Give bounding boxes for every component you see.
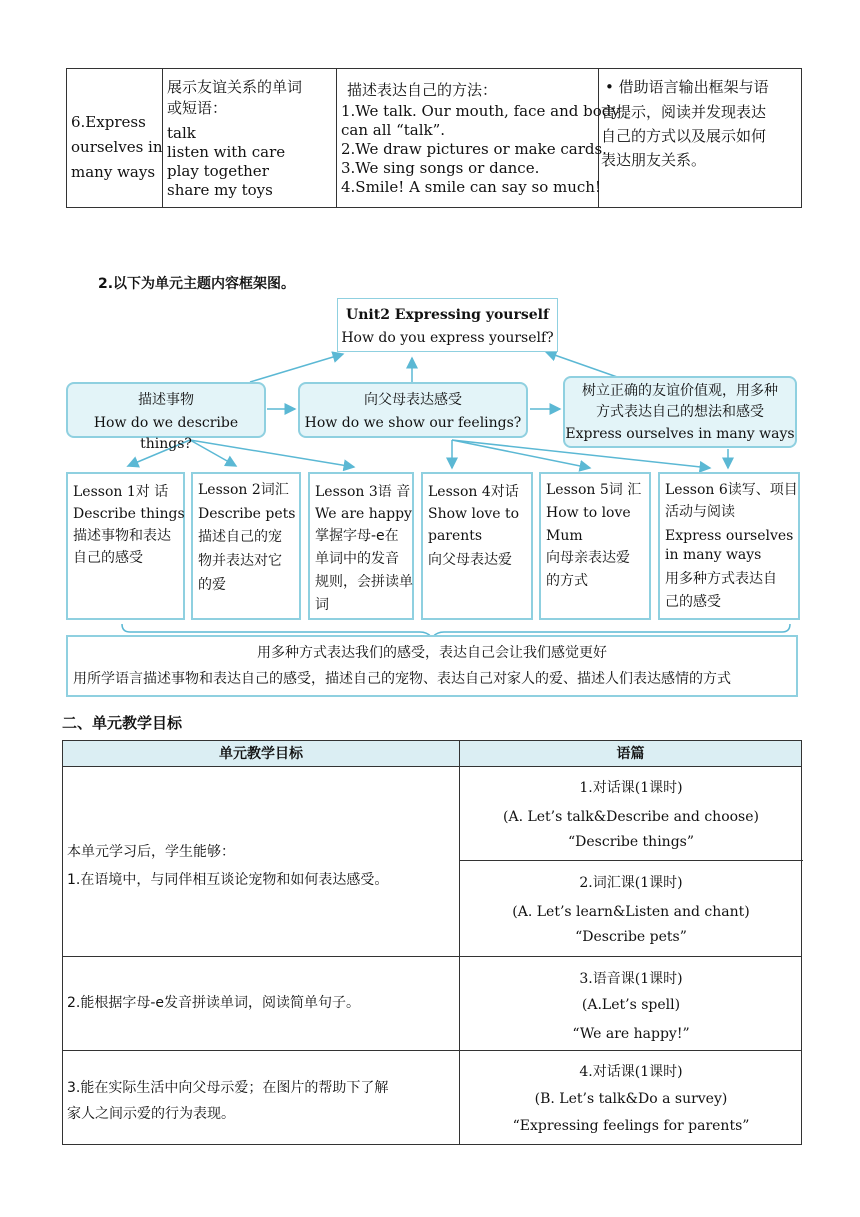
lesson-line: Express ourselves xyxy=(665,528,794,544)
lesson-line: 单词中的发音 xyxy=(315,551,399,567)
summary-box xyxy=(66,635,798,697)
lesson-line: How to love xyxy=(546,505,631,521)
lesson-line: 的爱 xyxy=(198,577,226,593)
goal-text: 1.在语境中，与同伴相互谈论宠物和如何表达感受。 xyxy=(67,872,389,888)
lesson-line: Describe things xyxy=(73,506,185,522)
lesson-line: 规则，会拼读单 xyxy=(315,574,413,590)
header-texts: 语篇 xyxy=(616,746,645,762)
lesson-line: Lesson 6读写、项目 xyxy=(665,482,798,498)
header-goals: 单元教学目标 xyxy=(219,746,303,762)
unit-question: How do you express yourself? xyxy=(341,330,554,346)
lesson-line: 掌握字母-e在 xyxy=(315,528,399,544)
section-heading-goals: 二、单元教学目标 xyxy=(62,714,183,732)
goal-text: 3.能在实际生活中向父母示爱；在图片的帮助下了解 xyxy=(67,1080,389,1096)
col3-line: can all “talk”. xyxy=(341,121,446,139)
col3-line: 3.We sing songs or dance. xyxy=(341,159,540,177)
col2-line: 或短语： xyxy=(167,99,228,117)
lesson-line: Lesson 4对话 xyxy=(428,484,519,500)
lesson-line: 活动与阅读 xyxy=(665,504,735,520)
col1-line: many ways xyxy=(71,163,156,181)
box-title-cn: 向父母表达感受 xyxy=(364,392,462,408)
lesson-line: 己的感受 xyxy=(665,594,721,610)
goals-table xyxy=(62,740,802,1145)
goal-text: 本单元学习后，学生能够： xyxy=(67,844,235,860)
lesson-line: Lesson 2词汇 xyxy=(198,482,289,498)
lesson-5-box xyxy=(539,472,651,620)
col4-line: 言提示，阅读并发现表达 xyxy=(601,103,767,121)
lesson-3-box xyxy=(308,472,414,620)
lesson-line: 的方式 xyxy=(546,573,588,589)
col2-line: listen with care xyxy=(167,143,286,161)
summary-line-2: 用所学语言描述事物和表达自己的感受，描述自己的宠物、表达自己对家人的爱、描述人们表达感情的方式 xyxy=(73,671,731,687)
lesson-line: Show love to xyxy=(428,506,520,522)
summary-line-1: 用多种方式表达我们的感受，表达自己会让我们感觉更好 xyxy=(257,645,607,661)
lesson-line: 向母亲表达爱 xyxy=(546,550,630,566)
lesson-line: in many ways xyxy=(665,547,762,563)
lesson-4-box xyxy=(421,472,533,620)
box-title-en: How do we describe things? xyxy=(93,415,239,452)
lesson-line: Lesson 5词 汇 xyxy=(546,482,642,498)
goal-text: 2.能根据字母-e发音拼读单词，阅读简单句子。 xyxy=(67,995,361,1011)
col2-line: talk xyxy=(167,124,196,142)
lesson-text: 2.词汇课(1课时) xyxy=(579,875,683,891)
col2-line: 展示友谊关系的单词 xyxy=(167,78,303,96)
lesson-line: 描述事物和表达 xyxy=(73,528,171,544)
col3-line: 2.We draw pictures or make cards. xyxy=(341,140,607,158)
lesson-text: “Describe things” xyxy=(568,834,694,850)
express-ourselves-box xyxy=(563,376,797,448)
lesson-1-box xyxy=(66,472,185,620)
lesson-6-box xyxy=(658,472,800,620)
lesson-line: We are happy xyxy=(315,506,412,522)
row-divider xyxy=(63,1050,801,1051)
unit-title: Unit2 Expressing yourself xyxy=(346,307,549,323)
col3-line: 4.Smile! A smile can say so much! xyxy=(341,178,601,196)
lesson-line: 自己的感受 xyxy=(73,550,143,566)
col2-line: play together xyxy=(167,162,269,180)
goals-table-header xyxy=(63,741,801,767)
lesson-line: 物并表达对它 xyxy=(198,553,282,569)
lesson-text: (A.Let’s spell) xyxy=(581,997,681,1013)
col4-line: • 借助语言输出框架与语 xyxy=(605,78,769,96)
lesson-text: (B. Let’s talk&Do a survey) xyxy=(534,1091,728,1107)
lesson-text: 4.对话课(1课时) xyxy=(579,1064,683,1080)
lesson-text: (A. Let’s talk&Describe and choose) xyxy=(503,809,759,825)
col2-line: share my toys xyxy=(167,181,273,199)
unit-title-box xyxy=(337,298,558,352)
col4-line: 自己的方式以及展示如何 xyxy=(601,127,767,145)
lesson-text: “We are happy!” xyxy=(572,1026,690,1042)
lesson-line: Lesson 1对 话 xyxy=(73,484,169,500)
lesson-line: 向父母表达爱 xyxy=(428,552,512,568)
col4-line: 表达朋友关系。 xyxy=(601,151,707,169)
box-title-en: How do we show our feelings? xyxy=(304,415,522,431)
row-divider xyxy=(459,860,803,861)
describe-things-box xyxy=(66,382,266,452)
lesson-text: “Describe pets” xyxy=(575,929,687,945)
lesson-line: Lesson 3语 音 xyxy=(315,484,411,500)
lesson-line: Describe pets xyxy=(198,506,296,522)
box-title-cn: 描述事物 xyxy=(138,392,194,408)
lesson-2-box xyxy=(191,472,301,620)
lesson-text: (A. Let’s learn&Listen and chant) xyxy=(512,904,750,920)
section-heading-framework: 2.以下为单元主题内容框架图。 xyxy=(98,276,296,292)
lesson-line: 词 xyxy=(315,597,329,613)
lesson-text: 1.对话课(1课时) xyxy=(579,780,683,796)
lesson-line: 用多种方式表达自 xyxy=(665,571,777,587)
col3-line: 描述表达自己的方法： xyxy=(347,81,498,99)
show-feelings-box xyxy=(298,382,528,438)
lesson-text: “Expressing feelings for parents” xyxy=(512,1118,750,1134)
lesson-line: 描述自己的宠 xyxy=(198,529,282,545)
col1-line: 6.Express xyxy=(71,113,146,131)
lesson-line: parents xyxy=(428,528,483,544)
col3-line: 1.We talk. Our mouth, face and body xyxy=(341,102,620,120)
box-title-en: Express ourselves in many ways xyxy=(565,426,795,442)
box-title-cn: 树立正确的友谊价值观，用多种 xyxy=(582,383,778,399)
row-divider xyxy=(63,956,801,957)
lesson-line: Mum xyxy=(546,528,583,544)
goal-text: 家人之间示爱的行为表现。 xyxy=(67,1106,235,1122)
lesson-text: 3.语音课(1课时) xyxy=(579,971,683,987)
box-title-cn: 方式表达自己的想法和感受 xyxy=(596,404,764,420)
col1-line: ourselves in xyxy=(71,138,163,156)
